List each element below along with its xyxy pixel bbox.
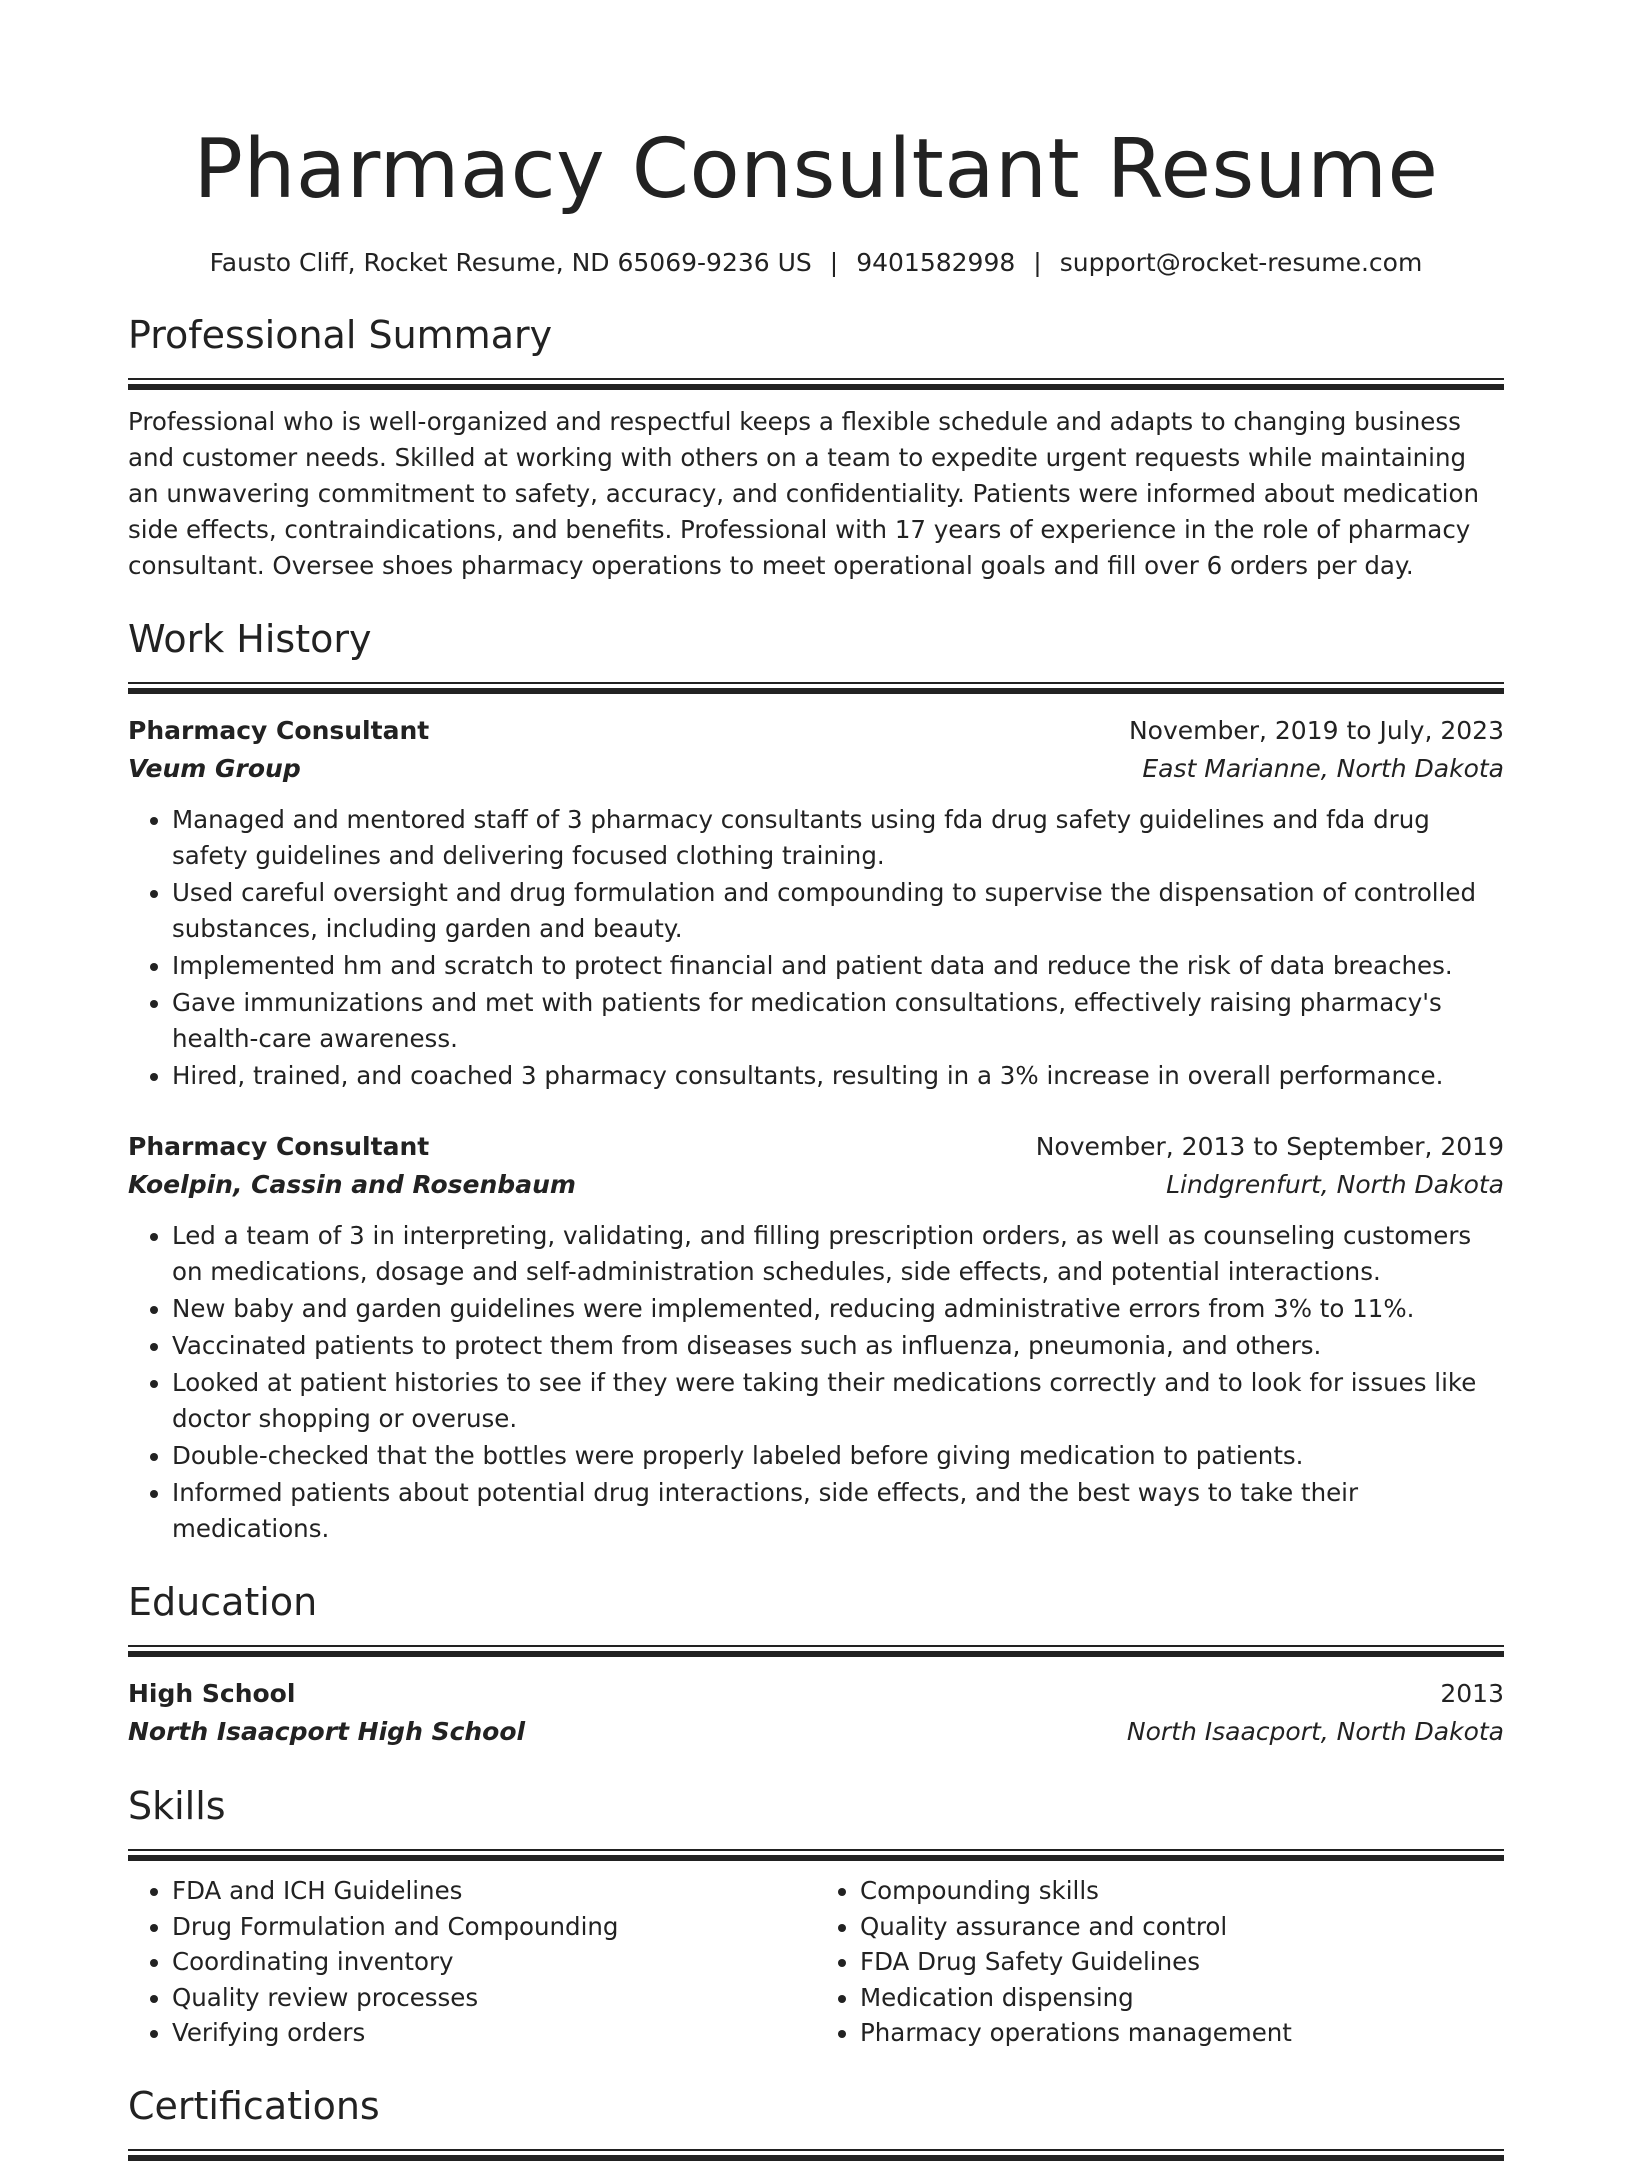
job-bullet: • Gave immunizations and met with patients for medication consultations, effectively raising pharmacy's health-care awareness.	[172, 985, 1504, 1057]
contact-address: Fausto Cliff, Rocket Resume, ND 65069-9236 US	[209, 248, 812, 277]
skill-item: • FDA and ICH Guidelines	[172, 1873, 816, 1909]
section-divider	[128, 682, 1504, 694]
section-divider	[128, 1849, 1504, 1861]
job-bullet: • Double-checked that the bottles were properly labeled before giving medication to patients.	[172, 1438, 1504, 1474]
job-company: Veum Group	[128, 754, 301, 783]
skill-item: • Compounding skills	[860, 1873, 1504, 1909]
job-bullet: • Led a team of 3 in interpreting, validating, and filling prescription orders, as well as counseling customers on medications, dosage and self-administration schedules, side effects, and potential interactions.	[172, 1218, 1504, 1290]
education-location: North Isaacport, North Dakota	[1126, 1717, 1504, 1746]
education-school: North Isaacport High School	[128, 1717, 526, 1746]
job-bullet: • Looked at patient histories to see if they were taking their medications correctly and to look for issues like doctor shopping or overuse.	[172, 1365, 1504, 1437]
skill-item: • Drug Formulation and Compounding	[172, 1909, 816, 1945]
skills-columns	[128, 1873, 1504, 2051]
section-divider	[128, 1645, 1504, 1657]
skill-item: • Pharmacy operations management	[860, 2015, 1504, 2051]
education-entry	[128, 1675, 1504, 1751]
skill-item: • Verifying orders	[172, 2015, 816, 2051]
section-heading-certifications: Certifications	[128, 2083, 380, 2128]
skills-list-left	[128, 1873, 816, 2051]
job-location: East Marianne, North Dakota	[1142, 754, 1504, 783]
job-entry	[128, 1128, 1504, 1547]
job-bullet: • New baby and garden guidelines were implemented, reducing administrative errors from 3% to 11%.	[172, 1291, 1504, 1327]
job-bullet: • Implemented hm and scratch to protect financial and patient data and reduce the risk of data breaches.	[172, 948, 1504, 984]
skill-item: • Quality assurance and control	[860, 1909, 1504, 1945]
certifications-section	[128, 2081, 1504, 2161]
section-divider	[128, 378, 1504, 390]
summary-section	[128, 310, 1504, 584]
skill-item: • Quality review processes	[172, 1980, 816, 2016]
job-title: Pharmacy Consultant	[128, 1132, 430, 1161]
education-degree: High School	[128, 1679, 296, 1708]
job-bullet: • Managed and mentored staff of 3 pharmacy consultants using fda drug safety guidelines and fda drug safety guidelines and delivering focused clothing training.	[172, 802, 1504, 874]
job-bullet: • Informed patients about potential drug interactions, side effects, and the best ways to take their medications.	[172, 1475, 1504, 1547]
section-heading-education: Education	[128, 1580, 318, 1624]
job-entry	[128, 712, 1504, 1094]
education-section	[128, 1577, 1504, 1751]
job-bullets	[128, 1218, 1504, 1547]
skill-item: • FDA Drug Safety Guidelines	[860, 1944, 1504, 1980]
job-dates: November, 2019 to July, 2023	[1128, 716, 1504, 745]
skill-item: • Coordinating inventory	[172, 1944, 816, 1980]
job-company: Koelpin, Cassin and Rosenbaum	[128, 1170, 576, 1199]
contact-email: support@rocket-resume.com	[1059, 248, 1423, 277]
job-title: Pharmacy Consultant	[128, 716, 430, 745]
job-bullet: • Hired, trained, and coached 3 pharmacy consultants, resulting in a 3% increase in overall performance.	[172, 1058, 1504, 1094]
job-location: Lindgrenfurt, North Dakota	[1166, 1170, 1504, 1199]
contact-line	[128, 246, 1504, 280]
summary-text: Professional who is well-organized and respectful keeps a flexible schedule and adapts to changing business and customer needs. Skilled at working with others on a team to expedite urgent requests while maintaining an unwavering commitment to safety, accuracy, and confidentiality. Patients were informed about medication side effects, contraindications, and benefits. Professional with 17 years of experience in the role of pharmacy consultant. Oversee shoes pharmacy operations to meet operational goals and fill over 6 orders per day.	[128, 407, 1479, 580]
job-bullet: • Vaccinated patients to protect them from diseases such as influenza, pneumonia, and others.	[172, 1328, 1504, 1364]
skill-item: • Medication dispensing	[860, 1980, 1504, 2016]
resume-title: Pharmacy Consultant Resume	[193, 122, 1439, 217]
job-dates: November, 2013 to September, 2019	[1035, 1132, 1504, 1161]
section-heading-work-history: Work History	[128, 617, 372, 661]
section-heading-skills: Skills	[128, 1784, 226, 1828]
contact-phone: 9401582998	[856, 248, 1016, 277]
work-history-section	[128, 614, 1504, 1547]
skills-section	[128, 1781, 1504, 2051]
contact-separator: |	[1033, 248, 1042, 277]
job-bullets	[128, 802, 1504, 1094]
job-bullet: • Used careful oversight and drug formulation and compounding to supervise the dispensation of controlled substances, including garden and beauty.	[172, 875, 1504, 947]
skills-list-right	[816, 1873, 1504, 2051]
education-year: 2013	[1440, 1679, 1504, 1708]
section-divider	[128, 2149, 1504, 2161]
section-heading-summary: Professional Summary	[128, 313, 553, 357]
contact-separator: |	[829, 248, 839, 277]
